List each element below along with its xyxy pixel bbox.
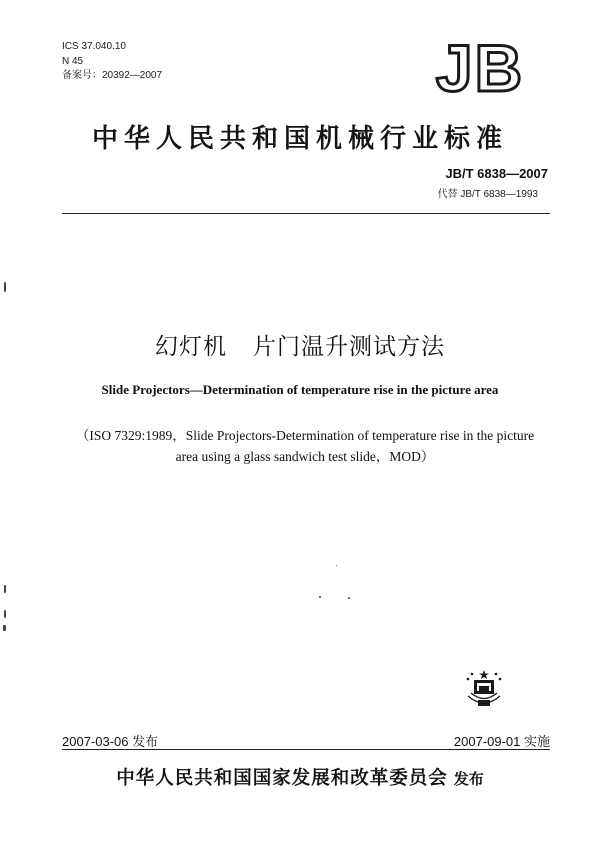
iso-reference-line1: （ISO 7329:1989，Slide Projectors-Determination of temperature rise in the picture (75, 428, 535, 443)
scan-speck (4, 610, 6, 618)
record-number: 备案号：20392—2007 (62, 70, 163, 81)
scan-speck (4, 585, 6, 593)
effective-date: 2007-09-01 实施 (453, 734, 550, 749)
scan-speck (4, 282, 6, 292)
top-divider (62, 213, 550, 214)
issuer-name: 中华人民共和国国家发展和改革委员会 (116, 768, 448, 789)
standard-code: JB/T 6838—2007 (445, 166, 548, 181)
state-emblem-icon (462, 666, 506, 710)
issuer-suffix: 发布 (453, 770, 484, 788)
bottom-divider (62, 749, 550, 750)
ccs-code: N 45 (62, 56, 84, 67)
replaces-note: 代替 JB/T 6838—1993 (437, 189, 538, 200)
scan-speck (348, 597, 350, 599)
iso-reference-line2: area using a glass sandwich test slide，MOD） (175, 449, 435, 464)
issue-date: 2007-03-06 发布 (62, 734, 159, 749)
scan-speck (319, 596, 321, 598)
scan-speck (336, 565, 337, 566)
jb-logo: JB (435, 31, 525, 105)
iso-reference (60, 425, 550, 467)
ics-code: ICS 37.040.10 (62, 41, 126, 52)
title-chinese (0, 328, 600, 361)
issuer (0, 764, 600, 790)
title-chinese-part2: 片门温升测试方法 (253, 334, 445, 360)
scan-speck (3, 625, 6, 631)
title-chinese-part1: 幻灯机 (155, 334, 227, 360)
title-english: Slide Projectors—Determination of temperature rise in the picture area (101, 382, 499, 397)
standard-title: 中华人民共和国机械行业标准 (91, 124, 508, 154)
